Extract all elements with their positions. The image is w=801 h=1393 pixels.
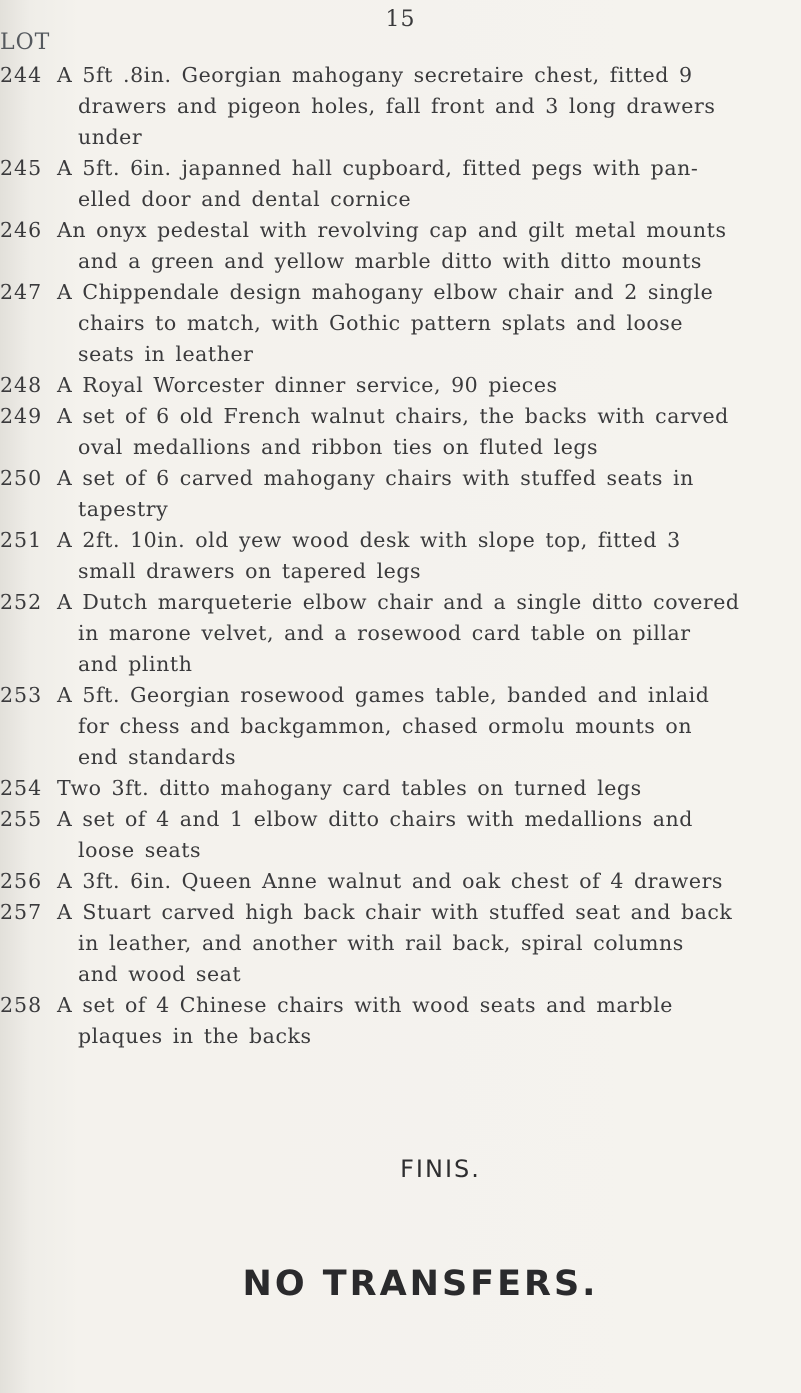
lot-number: 256 — [0, 869, 43, 893]
lot-description-line: elled door and dental cornice — [78, 187, 412, 211]
lot-description — [57, 463, 787, 525]
lot-number: 254 — [0, 776, 43, 800]
lot-entry — [0, 804, 801, 866]
lot-description-line: chairs to match, with Gothic pattern splats and loose — [78, 311, 684, 335]
lot-description — [57, 60, 787, 153]
lot-description — [57, 277, 787, 370]
lot-description — [57, 990, 787, 1052]
lot-description-line: A set of 4 Chinese chairs with wood seats and marble — [57, 993, 673, 1017]
lot-description-line: seats in leather — [78, 342, 254, 366]
lot-description-line: loose seats — [78, 838, 202, 862]
lot-number: 244 — [0, 63, 43, 87]
lot-number: 246 — [0, 218, 43, 242]
lot-entry — [0, 773, 801, 804]
lot-description-line: A 3ft. 6in. Queen Anne walnut and oak chest of 4 drawers — [57, 869, 723, 893]
lot-description-line: A Dutch marqueterie elbow chair and a single ditto covered — [57, 590, 740, 614]
lot-description-line: A Chippendale design mahogany elbow chair and 2 single — [57, 280, 714, 304]
lot-description — [57, 525, 787, 587]
lot-description-line: in marone velvet, and a rosewood card table on pillar — [78, 621, 691, 645]
lot-number: 258 — [0, 993, 43, 1017]
lot-number: 247 — [0, 280, 43, 304]
lot-description-line: A 5ft. 6in. japanned hall cupboard, fitted pegs with pan- — [57, 156, 699, 180]
lot-description-line: end standards — [78, 745, 237, 769]
lot-entry — [0, 990, 801, 1052]
lot-entry — [0, 897, 801, 990]
lot-description-line: drawers and pigeon holes, fall front and 3 long drawers — [78, 94, 716, 118]
lot-number: 252 — [0, 590, 43, 614]
lot-description-line: oval medallions and ribbon ties on fluted legs — [78, 435, 599, 459]
lot-description-line: under — [78, 125, 143, 149]
lot-entry — [0, 587, 801, 680]
lot-description — [57, 804, 787, 866]
lot-entry — [0, 60, 801, 153]
lot-number: 257 — [0, 900, 43, 924]
lot-entry — [0, 866, 801, 897]
lot-description-line: Two 3ft. ditto mahogany card tables on turned legs — [57, 776, 642, 800]
lot-entry — [0, 153, 801, 215]
lot-number: 251 — [0, 528, 43, 552]
lot-description-line: A Royal Worcester dinner service, 90 pieces — [57, 373, 558, 397]
lot-number: 253 — [0, 683, 43, 707]
lot-entry — [0, 525, 801, 587]
lot-number: 249 — [0, 404, 43, 428]
finis-label: FINIS. — [400, 1155, 481, 1183]
page-number: 15 — [385, 7, 416, 32]
lot-column-heading: LOT — [0, 30, 51, 55]
lot-description — [57, 897, 787, 990]
lot-description-line: A set of 6 old French walnut chairs, the backs with carved — [57, 404, 729, 428]
lot-description-line: and wood seat — [78, 962, 242, 986]
lot-description — [57, 587, 787, 680]
lot-description-line: plaques in the backs — [78, 1024, 312, 1048]
lot-number: 248 — [0, 373, 43, 397]
lot-description-line: small drawers on tapered legs — [78, 559, 422, 583]
lot-entry — [0, 215, 801, 277]
lot-description-line: A 2ft. 10in. old yew wood desk with slope top, fitted 3 — [57, 528, 681, 552]
lot-entry — [0, 680, 801, 773]
lot-description-line: and a green and yellow marble ditto with ditto mounts — [78, 249, 702, 273]
lot-entry — [0, 370, 801, 401]
lot-description-line: A set of 4 and 1 elbow ditto chairs with medallions and — [57, 807, 693, 831]
lot-description-line: and plinth — [78, 652, 193, 676]
lot-description-line: A set of 6 carved mahogany chairs with stuffed seats in — [57, 466, 694, 490]
lot-entry — [0, 463, 801, 525]
lot-description-line: for chess and backgammon, chased ormolu mounts on — [78, 714, 693, 738]
lot-description — [57, 401, 787, 463]
no-transfers-notice: NO TRANSFERS. — [242, 1264, 599, 1304]
lot-description-line: tapestry — [78, 497, 169, 521]
lot-description — [57, 680, 787, 773]
lot-number: 255 — [0, 807, 43, 831]
lot-description-line: A 5ft. Georgian rosewood games table, banded and inlaid — [57, 683, 710, 707]
lot-description-line: A 5ft .8in. Georgian mahogany secretaire chest, fitted 9 — [57, 63, 693, 87]
lot-description — [57, 153, 787, 215]
lot-description — [57, 773, 787, 804]
lot-description-line: A Stuart carved high back chair with stuffed seat and back — [57, 900, 733, 924]
lot-description — [57, 370, 787, 401]
lot-description — [57, 866, 787, 897]
lot-description-line: An onyx pedestal with revolving cap and gilt metal mounts — [57, 218, 727, 242]
lot-number: 250 — [0, 466, 43, 490]
lot-number: 245 — [0, 156, 43, 180]
lot-description — [57, 215, 787, 277]
lot-entry — [0, 277, 801, 370]
lot-description-line: in leather, and another with rail back, spiral columns — [78, 931, 684, 955]
lot-list — [0, 60, 801, 1052]
lot-entry — [0, 401, 801, 463]
